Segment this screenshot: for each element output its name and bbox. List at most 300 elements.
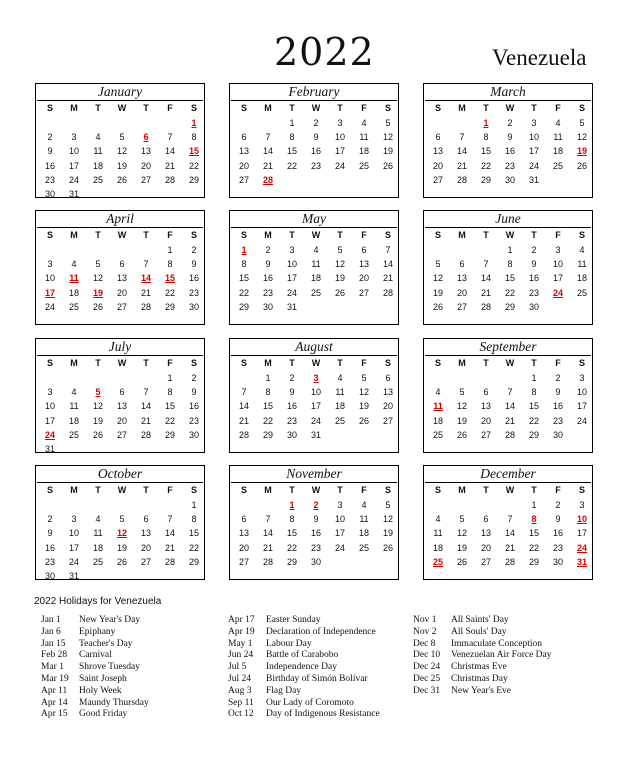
day: 24	[286, 287, 297, 298]
day: 20	[456, 287, 467, 298]
day: 19	[92, 415, 103, 426]
weekday-label: S	[434, 358, 441, 368]
weekday-label: S	[190, 485, 197, 495]
day: 9	[507, 132, 513, 143]
day: 1	[191, 500, 197, 510]
day: 5	[459, 387, 465, 398]
day: 16	[310, 146, 321, 157]
day: 7	[241, 387, 247, 398]
day: 5	[435, 259, 441, 270]
weekday-label: T	[95, 103, 101, 113]
day: 29	[262, 429, 273, 440]
weekday-label: T	[483, 485, 489, 495]
day: 21	[504, 542, 515, 553]
day: 25	[68, 429, 79, 440]
day: 15	[262, 401, 273, 412]
day: 7	[507, 514, 513, 525]
day: 10	[334, 132, 345, 143]
day: 8	[289, 132, 295, 143]
day: 21	[238, 415, 249, 426]
day: 5	[385, 118, 391, 128]
day: 30	[504, 174, 515, 185]
weekday-label: F	[361, 230, 367, 240]
day: 16	[188, 401, 199, 412]
day: 12	[576, 132, 587, 143]
day: 17	[576, 528, 587, 539]
weekday-label: T	[337, 358, 343, 368]
day: 5	[385, 500, 391, 510]
day: 18	[92, 160, 103, 171]
day: 1	[507, 245, 513, 255]
weekday-label: W	[117, 103, 127, 113]
day: 13	[238, 146, 249, 157]
day: 29	[286, 556, 297, 567]
day: 3	[337, 500, 343, 510]
holiday-day: 1	[241, 245, 247, 255]
day: 17	[68, 542, 79, 553]
weekday-label: T	[483, 103, 489, 113]
day: 19	[382, 528, 393, 539]
weekday-label: T	[337, 103, 343, 113]
weekday-label: T	[143, 485, 149, 495]
holiday-name: Saint Joseph	[79, 673, 127, 684]
day: 23	[188, 415, 199, 426]
day: 21	[140, 287, 151, 298]
weekday-label: F	[555, 485, 561, 495]
weekday-label: T	[531, 358, 537, 368]
day: 7	[385, 245, 391, 255]
holiday-date: Jan 15	[41, 638, 66, 649]
day: 14	[164, 146, 175, 157]
holiday-date: Jul 24	[228, 673, 251, 684]
day: 31	[68, 189, 79, 199]
weekday-label: W	[505, 103, 515, 113]
weekday-label: W	[311, 103, 321, 113]
holiday-day: 8	[531, 514, 537, 525]
day: 2	[507, 118, 513, 128]
day: 18	[432, 415, 443, 426]
day: 23	[262, 287, 273, 298]
holiday-name: Independence Day	[266, 662, 337, 673]
day: 12	[334, 259, 345, 270]
day: 13	[358, 259, 369, 270]
weekday-label: T	[337, 230, 343, 240]
day: 28	[164, 556, 175, 567]
weekday-header	[230, 101, 398, 116]
holiday-date: Mar 19	[41, 673, 69, 684]
holiday-date: Apr 11	[41, 685, 68, 696]
day: 19	[116, 542, 127, 553]
day: 16	[44, 160, 55, 171]
day: 20	[480, 415, 491, 426]
day: 7	[167, 514, 173, 525]
day: 14	[504, 401, 515, 412]
holiday-date: Feb 28	[41, 650, 68, 661]
holiday-day: 15	[188, 146, 199, 157]
day: 25	[310, 287, 321, 298]
holiday-day: 24	[552, 287, 563, 298]
weekday-label: S	[384, 103, 391, 113]
day: 13	[480, 528, 491, 539]
day: 11	[335, 387, 345, 398]
day: 25	[92, 556, 103, 567]
holiday-row	[41, 686, 149, 698]
holiday-date: Dec 31	[413, 685, 441, 696]
day: 29	[188, 556, 199, 567]
day: 16	[44, 542, 55, 553]
weekday-label: M	[458, 485, 466, 495]
day: 4	[579, 245, 585, 255]
day: 28	[238, 429, 249, 440]
day: 11	[359, 514, 369, 525]
day: 27	[238, 174, 249, 185]
day: 18	[92, 542, 103, 553]
day: 21	[164, 160, 175, 171]
day: 31	[44, 444, 55, 454]
day: 9	[191, 387, 197, 398]
holiday-date: Aug 3	[228, 685, 252, 696]
weekday-header	[36, 228, 204, 243]
day: 3	[337, 118, 343, 128]
day: 23	[188, 287, 199, 298]
day: 1	[265, 373, 271, 383]
day: 18	[432, 542, 443, 553]
holiday-row	[41, 650, 149, 662]
weekday-label: F	[555, 358, 561, 368]
day: 22	[286, 160, 297, 171]
day: 13	[456, 273, 467, 284]
day: 30	[188, 301, 199, 312]
day: 11	[433, 528, 443, 539]
day: 21	[480, 287, 491, 298]
holiday-day: 1	[483, 118, 489, 128]
holiday-name: Easter Sunday	[266, 615, 321, 625]
day: 9	[191, 259, 197, 270]
day: 9	[313, 514, 319, 525]
day: 28	[262, 556, 273, 567]
holiday-row	[228, 698, 380, 710]
day: 30	[188, 429, 199, 440]
weekday-label: S	[240, 230, 247, 240]
day: 4	[361, 118, 367, 128]
day: 17	[286, 273, 297, 284]
day: 9	[531, 259, 537, 270]
day: 4	[435, 387, 441, 398]
day: 6	[385, 373, 391, 383]
day: 29	[188, 174, 199, 185]
holiday-name: Birthday of Simón Bolívar	[266, 673, 368, 684]
day: 19	[358, 401, 369, 412]
day: 28	[164, 174, 175, 185]
day: 19	[116, 160, 127, 171]
month-november	[229, 465, 399, 580]
holiday-day: 11	[69, 273, 79, 284]
day: 7	[167, 132, 173, 143]
holiday-name: Immaculate Conception	[451, 638, 543, 649]
weekday-label: W	[505, 358, 515, 368]
day: 17	[310, 401, 321, 412]
day: 26	[334, 287, 345, 298]
month-title: March	[425, 84, 591, 101]
weekday-label: T	[483, 230, 489, 240]
day: 12	[456, 528, 467, 539]
day: 16	[262, 273, 273, 284]
day: 7	[483, 259, 489, 270]
holiday-row	[228, 615, 380, 627]
holiday-row	[228, 627, 380, 639]
holiday-day: 1	[191, 118, 197, 128]
holiday-date: Sep 11	[228, 697, 254, 708]
day: 28	[140, 301, 151, 312]
weekday-label: S	[46, 103, 53, 113]
day: 8	[167, 259, 173, 270]
day: 15	[238, 273, 249, 284]
day: 12	[358, 387, 369, 398]
day: 18	[576, 273, 587, 284]
day: 5	[119, 514, 125, 525]
holiday-date: Mar 1	[41, 662, 64, 673]
day: 7	[459, 132, 465, 143]
day: 14	[238, 401, 249, 412]
weekday-label: T	[531, 485, 537, 495]
day: 10	[44, 401, 55, 412]
day: 7	[507, 387, 513, 398]
month-title: January	[37, 84, 203, 101]
day: 12	[92, 401, 103, 412]
day: 13	[238, 528, 249, 539]
day: 18	[358, 528, 369, 539]
day: 17	[528, 146, 539, 157]
day: 20	[238, 542, 249, 553]
month-december	[423, 465, 593, 580]
holiday-date: Jul 5	[228, 662, 247, 673]
day: 14	[262, 528, 273, 539]
day: 2	[191, 245, 197, 255]
weekday-label: S	[578, 103, 585, 113]
weekday-label: S	[434, 485, 441, 495]
day: 14	[140, 401, 151, 412]
weekday-header	[424, 356, 592, 371]
day: 9	[265, 259, 271, 270]
holiday-row	[413, 686, 552, 698]
holiday-day: 19	[92, 287, 103, 298]
day: 10	[334, 514, 345, 525]
day: 15	[528, 401, 539, 412]
day: 28	[456, 174, 467, 185]
holiday-date: Jun 24	[228, 650, 254, 661]
weekday-label: S	[240, 358, 247, 368]
holiday-name: Good Friday	[79, 709, 128, 720]
day: 13	[140, 528, 151, 539]
day: 9	[47, 146, 53, 157]
day: 4	[71, 387, 77, 398]
day: 28	[504, 556, 515, 567]
weekday-header	[36, 101, 204, 116]
day: 16	[552, 528, 563, 539]
holiday-day: 5	[95, 387, 101, 398]
weekday-label: F	[361, 103, 367, 113]
day: 12	[92, 273, 103, 284]
holiday-row	[228, 686, 380, 698]
day: 9	[47, 528, 53, 539]
day: 17	[334, 146, 345, 157]
month-april	[35, 210, 205, 325]
holiday-row	[413, 674, 552, 686]
holiday-date: Jan 6	[41, 626, 61, 637]
holiday-row	[228, 650, 380, 662]
day: 8	[191, 514, 197, 525]
day: 20	[140, 542, 151, 553]
weekday-label: T	[289, 485, 295, 495]
day: 11	[93, 146, 103, 157]
day: 27	[480, 556, 491, 567]
day: 4	[95, 514, 101, 525]
month-may	[229, 210, 399, 325]
day: 11	[93, 528, 103, 539]
holiday-day: 3	[313, 373, 319, 383]
day: 14	[262, 146, 273, 157]
weekday-label: F	[555, 103, 561, 113]
day: 19	[334, 273, 345, 284]
holiday-day: 25	[432, 556, 443, 567]
day: 2	[265, 245, 271, 255]
day: 13	[382, 387, 393, 398]
day: 4	[337, 373, 343, 383]
holiday-name: Holy Week	[79, 685, 122, 696]
day: 9	[555, 514, 561, 525]
holiday-date: Nov 2	[413, 626, 437, 637]
day: 13	[480, 401, 491, 412]
weekday-label: T	[95, 358, 101, 368]
day: 8	[531, 387, 537, 398]
day: 21	[456, 160, 467, 171]
weekday-label: T	[289, 230, 295, 240]
day: 17	[334, 528, 345, 539]
weekday-label: T	[289, 103, 295, 113]
weekday-label: M	[264, 230, 272, 240]
holiday-row	[228, 639, 380, 651]
day: 11	[311, 259, 321, 270]
holiday-name: Labour Day	[266, 638, 312, 649]
month-february	[229, 83, 399, 198]
day: 20	[480, 542, 491, 553]
day: 20	[358, 273, 369, 284]
month-title: February	[231, 84, 397, 101]
weekday-label: S	[578, 485, 585, 495]
weekday-label: S	[46, 230, 53, 240]
day: 3	[71, 132, 77, 143]
day: 17	[552, 273, 563, 284]
day: 5	[119, 132, 125, 143]
day: 12	[382, 132, 393, 143]
day: 1	[531, 373, 537, 383]
day: 1	[167, 373, 173, 383]
day: 25	[576, 287, 587, 298]
weekday-label: W	[311, 485, 321, 495]
weekday-label: T	[143, 103, 149, 113]
day: 10	[552, 259, 563, 270]
weekday-label: T	[337, 485, 343, 495]
weekday-label: T	[143, 358, 149, 368]
day: 10	[528, 132, 539, 143]
weekday-header	[230, 483, 398, 498]
holidays-title: 2022 Holidays for Venezuela	[34, 596, 162, 607]
holiday-row	[41, 639, 149, 651]
day: 19	[456, 415, 467, 426]
day: 16	[504, 146, 515, 157]
day: 27	[480, 429, 491, 440]
holiday-row	[413, 639, 552, 651]
day: 22	[286, 542, 297, 553]
holiday-date: Dec 24	[413, 662, 441, 673]
day: 29	[238, 301, 249, 312]
day: 6	[241, 132, 247, 143]
weekday-label: S	[190, 230, 197, 240]
weekday-label: F	[167, 485, 173, 495]
day: 24	[528, 160, 539, 171]
day: 2	[531, 245, 537, 255]
weekday-label: S	[578, 230, 585, 240]
day: 4	[313, 245, 319, 255]
day: 10	[286, 259, 297, 270]
day: 10	[68, 146, 79, 157]
day: 2	[191, 373, 197, 383]
day: 10	[44, 273, 55, 284]
month-title: July	[37, 339, 203, 356]
month-title: August	[231, 339, 397, 356]
day: 22	[188, 542, 199, 553]
holiday-date: Jan 1	[41, 615, 61, 625]
day: 10	[576, 387, 587, 398]
holiday-day: 14	[140, 273, 151, 284]
weekday-label: M	[264, 485, 272, 495]
day: 16	[528, 273, 539, 284]
day: 5	[337, 245, 343, 255]
weekday-label: F	[555, 230, 561, 240]
holiday-day: 1	[289, 500, 295, 510]
holiday-day: 12	[116, 528, 127, 539]
day: 27	[432, 174, 443, 185]
day: 25	[358, 160, 369, 171]
day: 4	[435, 514, 441, 525]
day: 26	[382, 542, 393, 553]
day: 8	[241, 259, 247, 270]
day: 6	[143, 514, 149, 525]
day: 18	[310, 273, 321, 284]
day: 14	[504, 528, 515, 539]
day: 23	[504, 160, 515, 171]
weekday-header	[230, 356, 398, 371]
holiday-row	[228, 674, 380, 686]
day: 27	[238, 556, 249, 567]
day: 30	[44, 189, 55, 199]
day: 20	[432, 160, 443, 171]
holiday-day: 10	[576, 514, 587, 525]
day: 28	[382, 287, 393, 298]
day: 16	[310, 528, 321, 539]
day: 1	[289, 118, 295, 128]
weekday-label: W	[311, 230, 321, 240]
holiday-row	[228, 662, 380, 674]
day: 4	[555, 118, 561, 128]
weekday-label: W	[505, 485, 515, 495]
day: 29	[480, 174, 491, 185]
day: 24	[68, 174, 79, 185]
day: 22	[528, 542, 539, 553]
day: 17	[576, 401, 587, 412]
day: 15	[286, 146, 297, 157]
day: 5	[95, 259, 101, 270]
